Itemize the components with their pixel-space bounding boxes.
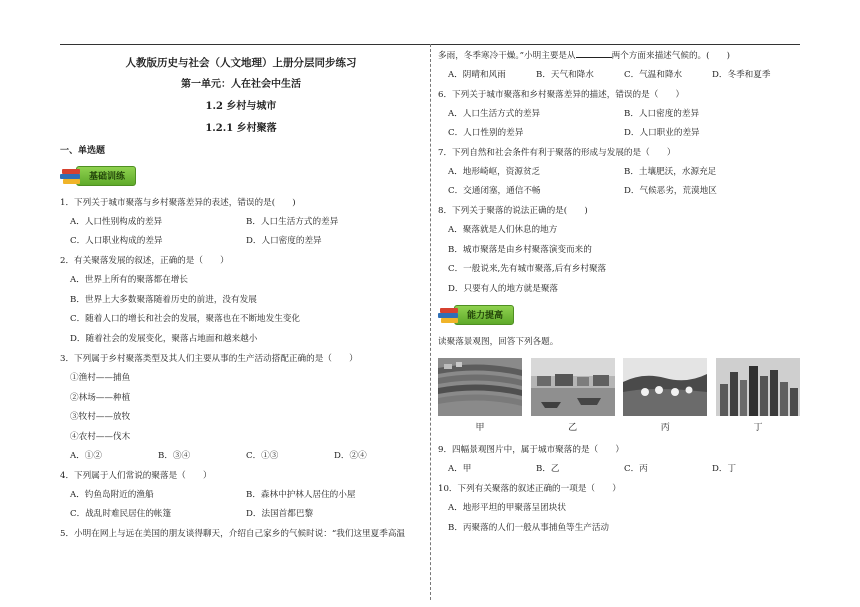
option-row <box>438 105 800 124</box>
option: B．乙 <box>536 464 560 474</box>
option: A．阴晴和风雨 <box>448 70 506 80</box>
option-row <box>438 163 800 182</box>
text: 两个方面来描述气候的。( ) <box>611 51 731 61</box>
option: D．只要有人的地方就是聚落 <box>448 283 559 294</box>
photo-label: 丙 <box>660 423 670 433</box>
option: A．人口性别构成的差异 <box>70 217 163 227</box>
question-stem: 7．下列自然和社会条件有利于聚落的形成与发展的是（ ） <box>438 148 676 158</box>
option: D．人口密度的差异 <box>246 236 322 246</box>
option-row <box>438 182 800 201</box>
unit-title: 第一单元：人在社会中生活 <box>181 79 301 90</box>
question-stem: 1．下列关于城市聚落与乡村聚落差异的表述，错误的是( ) <box>60 198 296 208</box>
question-stem: 4．下列属于人们常说的聚落是（ ） <box>60 471 212 481</box>
photo-bing <box>623 358 707 440</box>
option-row <box>60 486 422 505</box>
option: C．交通闭塞，通信不畅 <box>448 186 541 196</box>
option-row <box>438 66 800 85</box>
books-icon <box>60 165 82 187</box>
option: B．城市聚落是由乡村聚落演变而来的 <box>448 244 592 255</box>
landscape-photos <box>438 358 800 440</box>
photo-ding <box>716 358 800 440</box>
badge-label: 能力提高 <box>454 305 514 325</box>
option-row <box>60 447 422 466</box>
option: D．冬季和夏季 <box>712 70 771 80</box>
option: D．②④ <box>334 451 367 461</box>
option: B．天气和降水 <box>536 70 594 80</box>
statement: ④农村——伐木 <box>70 431 131 442</box>
read-prompt: 读聚落景观图，回答下列各题。 <box>438 337 559 347</box>
question-stem: 8．下列关于聚落的说法正确的是( ) <box>438 206 588 216</box>
terraced-village-image <box>438 358 522 416</box>
photo-jia <box>438 358 522 440</box>
option: B．丙聚落的人们一般从事捕鱼等生产活动 <box>448 522 610 533</box>
city-skyline-image <box>716 358 800 416</box>
option-row <box>438 460 800 479</box>
question-stem: 9．四幅景观图片中，属于城市聚落的是（ ） <box>438 445 624 455</box>
column-divider <box>430 44 431 600</box>
option: A．人口生活方式的差异 <box>448 109 541 119</box>
question-stem: 3．下列属于乡村聚落类型及其人们主要从事的生产活动搭配正确的是（ ） <box>60 354 358 364</box>
yurt-grassland-image <box>623 358 707 416</box>
option: A．钓鱼岛附近的渔船 <box>70 490 154 500</box>
option: A．地形崎岖，资源贫乏 <box>448 167 541 177</box>
option: D．丁 <box>712 464 737 474</box>
option: C．战乱时难民居住的帐篷 <box>70 509 172 519</box>
option-row <box>60 213 422 232</box>
option: C．人口职业构成的差异 <box>70 236 163 246</box>
option-row <box>438 124 800 143</box>
option-row <box>60 505 422 524</box>
photo-label: 丁 <box>753 423 763 433</box>
question-stem: 5．小明在网上与远在美国的朋友谈得聊天，介绍自己家乡的气候时说：“我们这里夏季高温 <box>60 529 406 539</box>
text: 多雨，冬季寒冷干燥。”小明主要是从 <box>438 51 576 61</box>
question-stem: 2．有关聚落发展的叙述，正确的是（ ） <box>60 256 229 266</box>
lesson-title: 1.2 乡村与城市 <box>205 101 277 112</box>
photo-yi <box>531 358 615 440</box>
section-heading: 一、单选题 <box>60 146 106 156</box>
option: A．地形平坦的甲聚落呈团块状 <box>448 503 566 513</box>
option: B．世界上大多数聚落随着历史的前进，没有发展 <box>70 294 257 305</box>
right-column <box>438 46 800 538</box>
option: C．气温和降水 <box>624 70 683 80</box>
statement: ①渔村——捕鱼 <box>70 373 131 383</box>
option: B．人口生活方式的差异 <box>246 217 339 227</box>
question-stem: 10．下列有关聚落的叙述正确的一项是（ ） <box>438 484 621 494</box>
option: C．①③ <box>246 451 279 461</box>
option: B．人口密度的差异 <box>624 109 700 119</box>
photo-label: 甲 <box>475 423 485 433</box>
main-title: 人教版历史与社会（人文地理）上册分层同步练习 <box>125 57 357 69</box>
option: B．③④ <box>158 451 191 461</box>
badge-basic-training <box>60 162 136 189</box>
left-column <box>60 46 422 544</box>
books-icon <box>438 304 460 326</box>
question-continuation <box>438 46 800 66</box>
sub-lesson-title: 1.2.1 乡村聚落 <box>205 123 277 134</box>
option: C．人口性别的差异 <box>448 128 524 138</box>
question-stem: 6．下列关于城市聚落和乡村聚落差异的描述，错误的是（ ） <box>438 90 685 100</box>
statement: ②林场——种植 <box>70 392 131 403</box>
option: D．法国首都巴黎 <box>246 509 314 519</box>
option: D．随着社会的发展变化，聚落占地面和越来越小 <box>70 333 258 344</box>
option-row <box>60 232 422 251</box>
option: C．丙 <box>624 464 648 474</box>
option: D．人口职业的差异 <box>624 128 700 138</box>
statement: ③牧村——放牧 <box>70 412 131 422</box>
option: A．①② <box>70 451 102 461</box>
option: B．土壤肥沃，水源充足 <box>624 167 717 177</box>
option: A．聚落就是人们休息的地方 <box>448 225 558 235</box>
badge-advanced <box>438 301 514 328</box>
option: A．甲 <box>448 464 472 474</box>
option: B．森林中护林人居住的小屋 <box>246 490 356 500</box>
fishing-village-image <box>531 358 615 416</box>
option: C．一般说来,先有城市聚落,后有乡村聚落 <box>448 264 607 274</box>
answer-blank <box>576 49 612 58</box>
option: D．气候恶劣，荒漠地区 <box>624 186 717 196</box>
photo-label: 乙 <box>568 423 578 433</box>
option: C．随着人口的增长和社会的发展，聚落也在不断地发生变化 <box>70 314 301 324</box>
badge-label: 基础训练 <box>76 166 136 186</box>
option: A．世界上所有的聚落都在增长 <box>70 275 188 285</box>
